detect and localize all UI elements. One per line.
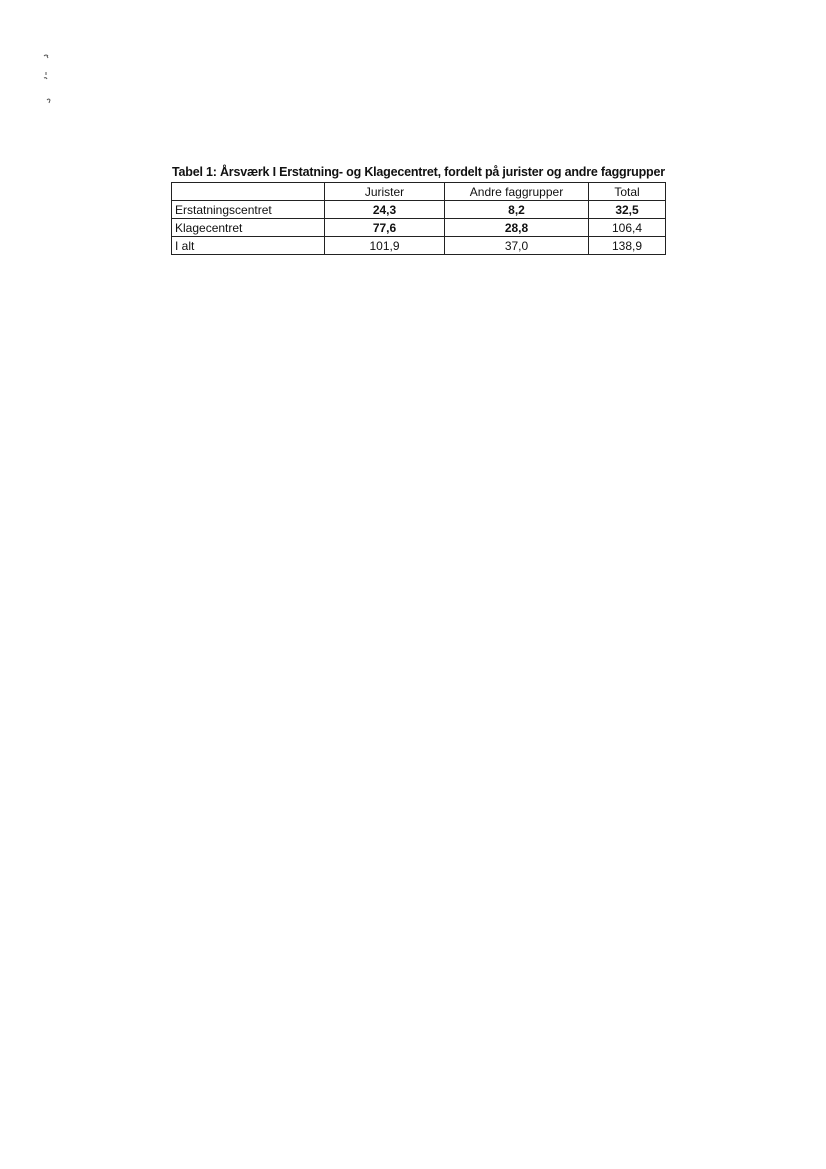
table-title: Tabel 1: Årsværk I Erstatning- og Klagecentret, fordelt på jurister og andre faggrupper: [172, 165, 665, 179]
row-label: I alt: [172, 237, 325, 255]
table-row: [172, 237, 666, 255]
header-row: [172, 183, 666, 201]
header-cell-jurister: Jurister: [325, 183, 445, 201]
header-cell-andre-faggrupper: Andre faggrupper: [445, 183, 589, 201]
table-row: [172, 219, 666, 237]
cell-andre-faggrupper: 28,8: [445, 219, 589, 237]
cell-andre-faggrupper: 37,0: [445, 237, 589, 255]
table-block: [171, 164, 665, 255]
data-table: [171, 182, 666, 255]
cell-jurister: 77,6: [325, 219, 445, 237]
header-cell-total: Total: [589, 183, 666, 201]
cell-total: 32,5: [589, 201, 666, 219]
cell-total: 138,9: [589, 237, 666, 255]
cell-jurister: 101,9: [325, 237, 445, 255]
row-label: Erstatningscentret: [172, 201, 325, 219]
table-row: [172, 201, 666, 219]
cell-andre-faggrupper: 8,2: [445, 201, 589, 219]
row-label: Klagecentret: [172, 219, 325, 237]
cell-jurister: 24,3: [325, 201, 445, 219]
cell-total: 106,4: [589, 219, 666, 237]
scan-artifact-marks: [38, 50, 58, 120]
header-cell-empty: [172, 183, 325, 201]
